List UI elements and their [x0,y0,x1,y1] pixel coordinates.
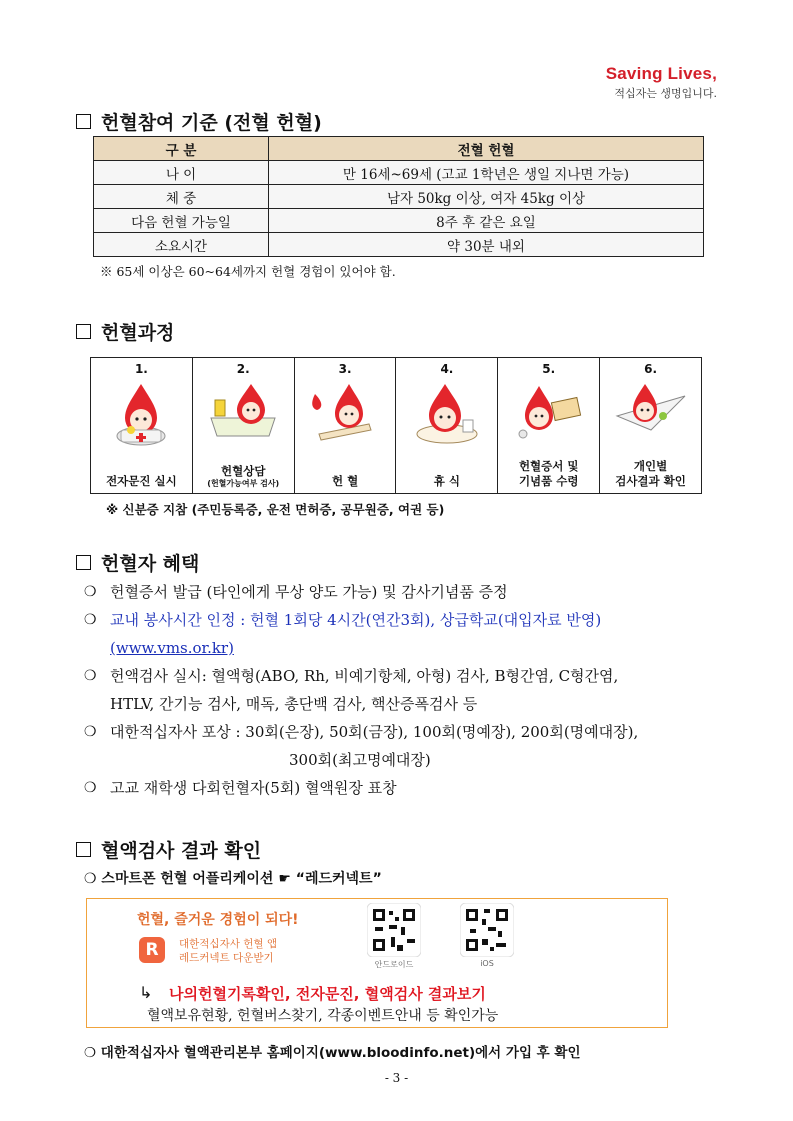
step-label: 개인별 검사결과 확인 [615,459,686,488]
process-steps [90,357,702,494]
plane-drop-icon [611,378,691,440]
list-item [84,662,724,690]
qr-label-ios: iOS [480,959,494,968]
step-sublabel: (헌혈가능여부 검사) [207,479,280,488]
step-number: 6. [644,362,658,376]
table-cell: 8주 후 같은 요일 [269,209,704,233]
brand-slogan: Saving Lives, [605,64,717,83]
benefits-list [84,578,724,802]
app-highlight: 나의헌혈기록확인, 전자문진, 혈액검사 결과보기 [169,985,486,1003]
table-cell: 체 중 [94,185,269,209]
redconnect-app-banner[interactable] [86,898,668,1028]
consult-drop-icon [203,378,283,440]
checkbox-square-icon [76,324,91,339]
section-title-process [76,318,174,345]
table-header: 구 분 [94,137,269,161]
age-note: ※ 65세 이상은 60~64세까지 헌혈 경험이 있어야 함. [100,264,396,279]
step-5 [498,358,600,493]
certificate-drop-icon [509,378,589,442]
step-4 [396,358,498,493]
bloodinfo-instruction: ❍ 대한적십자사 혈액관리본부 홈페이지(www.bloodinfo.net)에서 가입 후 확인 [84,1045,581,1061]
table-cell: 남자 50kg 이상, 여자 45kg 이상 [269,185,704,209]
donation-drop-icon [305,378,385,450]
table-row [94,209,704,233]
step-number: 4. [440,362,454,376]
list-item [84,718,724,746]
step-number: 2. [236,362,250,376]
app-subheading: ❍ 스마트폰 헌혈 어플리케이션 ☛ “레드커넥트” [84,871,382,887]
section-title-text: 헌혈참여 기준 (전혈 헌혈) [101,112,322,134]
circle-bullet-icon: ❍ [84,584,97,600]
table-header-row [94,137,704,161]
section-title-benefits [76,549,199,576]
section-title-results [76,836,261,863]
table-row [94,185,704,209]
tablet-drop-icon [101,378,181,450]
list-item-text: 고교 재학생 다회헌혈자(5회) 혈액원장 표창 [110,779,397,797]
section-title-criteria [76,108,322,135]
app-desc-line: 대한적십자사 헌혈 앱 [179,938,277,950]
list-item-continuation: 300회(최고명예대장) [289,751,431,769]
step-number: 5. [542,362,556,376]
circle-bullet-icon: ❍ [84,724,97,740]
list-item-text: 교내 봉사시간 인정 : 헌혈 1회당 4시간(연간3회), 상급학교(대입자료 반영) [110,611,602,629]
circle-bullet-icon: ❍ [84,668,97,684]
circle-bullet-icon: ❍ [84,780,97,796]
list-item [84,606,724,634]
app-desc-line: 레드커넥트 다운받기 [179,952,274,964]
redconnect-logo-icon: R [139,937,165,963]
table-cell: 약 30분 내외 [269,233,704,257]
list-item-text: 헌혈증서 발급 (타인에게 무상 양도 가능) 및 감사기념품 증정 [110,583,508,601]
qr-code-android-icon[interactable] [367,903,421,957]
step-2 [193,358,295,493]
checkbox-square-icon [76,555,91,570]
list-item-continuation: HTLV, 간기능 검사, 매독, 총단백 검사, 핵산증폭검사 등 [110,695,478,713]
page-number: - 3 - [384,1071,409,1085]
vms-link[interactable]: (www.vms.or.kr) [110,639,234,657]
step-label: 전자문진 실시 [106,474,177,488]
step-label-text: 헌혈상담 [221,464,266,478]
app-info: 혈액보유현황, 헌혈버스찾기, 각종이벤트안내 등 확인가능 [147,1008,499,1024]
step-label: 휴 식 [433,474,461,488]
arrow-icon: ↳ [139,983,153,1002]
section-title-text: 헌혈과정 [101,322,175,344]
step-3 [295,358,397,493]
app-description [179,937,277,965]
step-6 [600,358,701,493]
vms-link-line [84,634,724,662]
checkbox-square-icon [76,842,91,857]
table-cell: 다음 헌혈 가능일 [94,209,269,233]
table-row [94,161,704,185]
list-item [84,774,724,802]
step-1 [91,358,193,493]
step-number: 3. [338,362,352,376]
step-label: 헌혈증서 및 기념품 수령 [518,459,579,488]
circle-bullet-icon: ❍ [84,612,97,628]
table-cell: 나 이 [94,161,269,185]
list-item-text: 대한적십자사 포상 : 30회(은장), 50회(금장), 100회(명예장), 200회(명예대장), [110,723,639,741]
brand-logo [606,64,717,101]
table-row [94,233,704,257]
qr-label-android: 안드로이드 [374,960,414,969]
criteria-table [93,136,704,257]
qr-code-ios-icon[interactable] [460,903,514,957]
rest-drop-icon [407,378,487,450]
section-title-text: 헌혈자 혜택 [101,553,200,575]
brand-tagline: 적십자는 생명입니다. [614,87,717,100]
checkbox-square-icon [76,114,91,129]
table-cell: 만 16세~69세 (고교 1학년은 생일 지나면 가능) [269,161,704,185]
app-slogan: 헌혈, 즐거운 경험이 되다! [137,912,299,928]
list-item-text: 헌액검사 실시: 혈액형(ABO, Rh, 비예기항체, 아형) 검사, B형간염, C형간염, [110,667,619,685]
step-number: 1. [134,362,148,376]
table-cell: 소요시간 [94,233,269,257]
id-note: ※ 신분증 지참 (주민등록증, 운전 면허증, 공무원증, 여권 등) [106,502,445,517]
section-title-text: 혈액검사 결과 확인 [101,840,262,862]
step-label [193,464,294,489]
step-label: 헌 혈 [331,474,359,488]
list-item [84,578,724,606]
table-header: 전혈 헌혈 [269,137,704,161]
